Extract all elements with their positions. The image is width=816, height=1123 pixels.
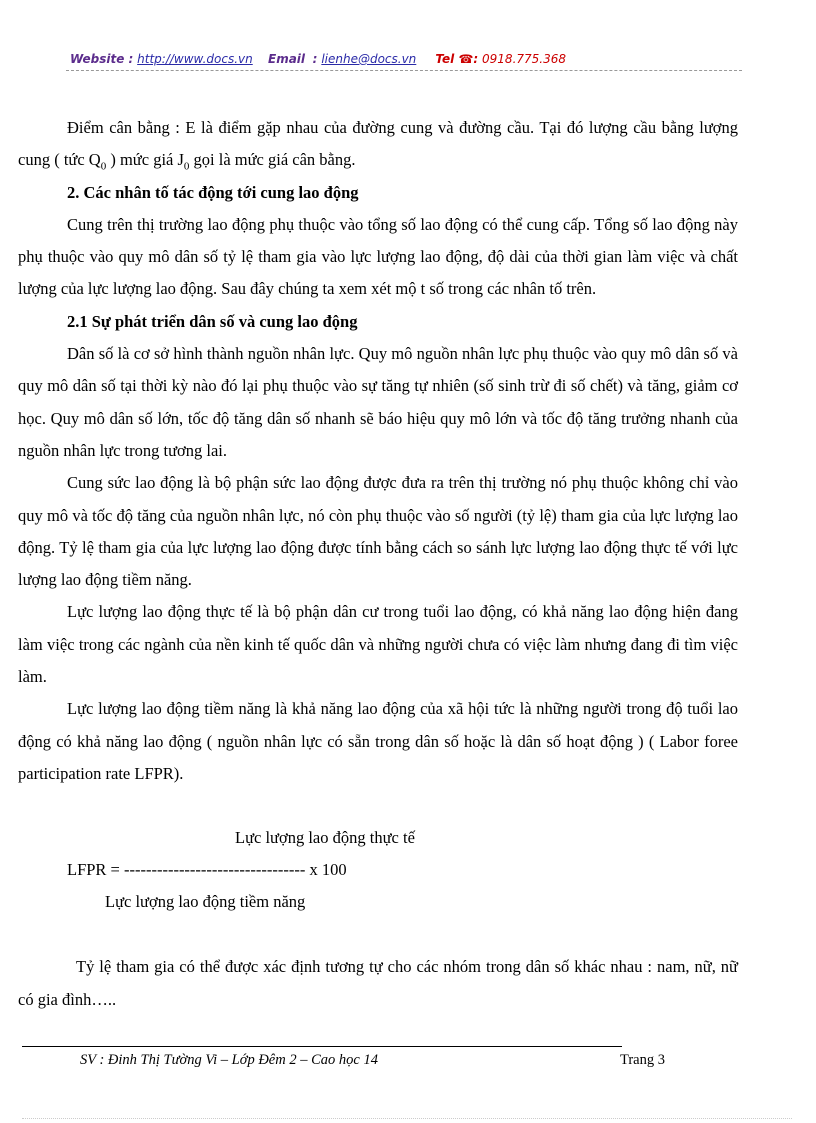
- heading-section-2-1: 2.1 Sự phát triển dân số và cung lao động: [67, 311, 358, 331]
- tel-value: 0918.775.368: [482, 52, 567, 66]
- paragraph-population: Dân số là cơ sở hình thành nguồn nhân lực. Quy mô nguồn nhân lực phụ thuộc vào quy mô dân số và quy mô dân số tại thời kỳ nào đó lại phụ thuộc vào sự tăng tự nhiên (số sinh trừ đi số chết) và tăng, giảm cơ học. Quy mô dân số lớn, tốc độ tăng dân số nhanh sẽ báo hiệu quy mô lớn và tốc độ tăng trưởng nhanh của nguồn nhân lực trong tương lai.: [18, 344, 738, 460]
- formula-line: LFPR = --------------------------------- x 100: [67, 860, 347, 880]
- website-label: Website :: [70, 52, 134, 66]
- paragraph-participation-groups: Tỷ lệ tham gia có thể được xác định tương tự cho các nhóm trong dân số khác nhau : nam, nữ, nữ có gia đình…..: [18, 957, 738, 1009]
- document-body: [18, 112, 738, 1016]
- page-bottom-border: [22, 1118, 792, 1119]
- heading-section-2: 2. Các nhân tố tác động tới cung lao động: [67, 182, 359, 202]
- page-header: [70, 52, 750, 66]
- p1-subscript-j: 0: [183, 160, 190, 173]
- paragraph-labor-force-supply: Cung sức lao động là bộ phận sức lao động được đưa ra trên thị trường nó phụ thuộc không chỉ vào quy mô và tốc độ tăng của nguồn nhân lực, nó còn phụ thuộc vào số người (tỷ lệ) tham gia của lực lượng lao động. Tỷ lệ tham gia của lực lượng lao động được tính bằng cách so sánh lực lượng lao động thực tế với lực lượng lao động tiềm năng.: [18, 473, 738, 590]
- p1-text-b: ) mức giá J: [106, 150, 184, 170]
- p1-subscript-q: 0: [100, 160, 107, 173]
- p1-text-a: Điểm cân bằng : E là điểm gặp nhau của đường cung và đường cầu. Tại đó lượng cầu bằng lượng cung ( tức Q: [18, 118, 738, 170]
- paragraph-actual-labor-force: Lực lượng lao động thực tế là bộ phận dân cư trong tuổi lao động, có khả năng lao động hiện đang làm việc trong các ngành của nền kinh tế quốc dân và những người chưa có việc làm nhưng đang đi tìm việc làm.: [18, 602, 738, 687]
- header-divider: [66, 70, 742, 71]
- website-link[interactable]: http://www.docs.vn: [137, 52, 253, 66]
- email-link[interactable]: lienhe@docs.vn: [321, 52, 417, 66]
- lfpr-formula: [18, 822, 738, 951]
- page-number: Trang 3: [620, 1052, 665, 1068]
- paragraph-equilibrium: [18, 112, 738, 177]
- email-separator: :: [312, 52, 318, 66]
- footer-divider: [22, 1046, 622, 1047]
- p1-text-c: gọi là mức giá cân bằng.: [189, 150, 356, 170]
- tel-label: Tel ☎:: [435, 52, 479, 66]
- footer-author: SV : Đinh Thị Tường Vi – Lớp Đêm 2 – Cao học 14: [80, 1052, 378, 1068]
- paragraph-labor-supply: Cung trên thị trường lao động phụ thuộc vào tổng số lao động có thể cung cấp. Tổng số lao động này phụ thuộc vào quy mô dân số tỷ lệ tham gia vào lực lượng lao động, độ dài của thời gian làm việc và chất lượng của lực lượng lao động. Sau đây chúng ta xem xét mộ t số trong các nhân tố trên.: [18, 214, 738, 299]
- formula-denominator: Lực lượng lao động tiềm năng: [105, 892, 306, 912]
- formula-numerator: Lực lượng lao động thực tế: [235, 828, 415, 848]
- email-label: Email: [268, 52, 306, 66]
- paragraph-potential-labor-force: Lực lượng lao động tiềm năng là khả năng lao động của xã hội tức là những người trong độ tuổi lao động có khả năng lao động ( nguồn nhân lực có sẵn trong dân số hoặc là dân số hoạt động ) ( Labor foree participation rate LFPR).: [18, 699, 738, 783]
